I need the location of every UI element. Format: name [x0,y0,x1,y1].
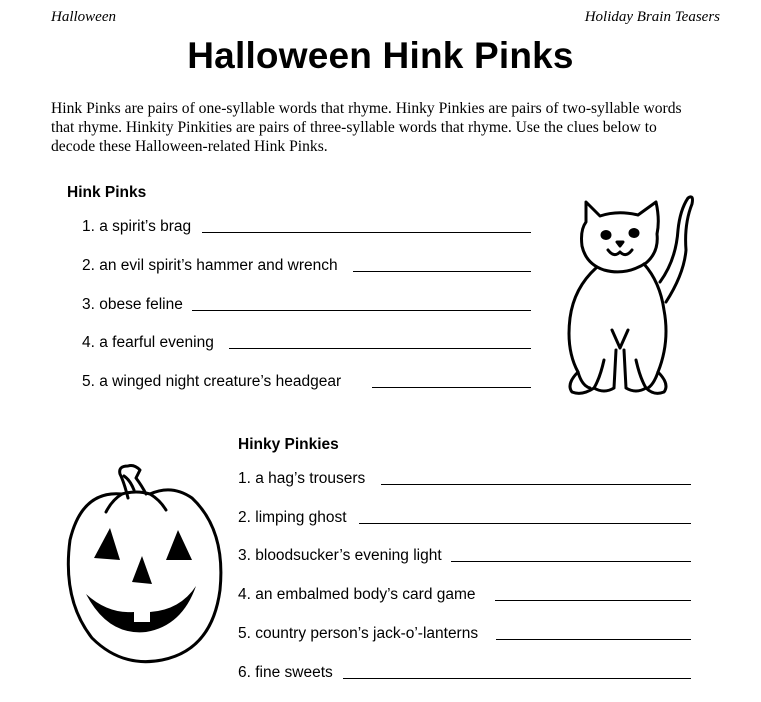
intro-line: Hink Pinks are pairs of one-syllable words that rhyme. Hinky Pinkies are pairs of two-syllable words [51,100,682,117]
cat-illustration-icon [560,190,695,405]
jack-o-lantern-illustration-icon [62,460,227,670]
answer-line[interactable] [202,232,531,233]
hinky-pinkies-heading: Hinky Pinkies [238,436,339,453]
answer-line[interactable] [359,523,691,524]
running-header-right: Holiday Brain Teasers [584,9,720,25]
answer-line[interactable] [353,271,531,272]
list-item [238,585,476,605]
answer-line[interactable] [372,387,531,388]
item-clue: an embalmed body’s card game [255,586,476,603]
running-header-left: Halloween [51,9,116,25]
item-number: 2. [238,509,251,526]
item-number: 6. [238,664,251,681]
item-number: 1. [82,218,95,235]
item-number: 3. [238,547,251,564]
list-item [82,333,214,353]
intro-line: that rhyme. Hinkity Pinkities are pairs of three-syllable words that rhyme. Use the clues below to [51,119,657,136]
item-clue: a hag’s trousers [255,470,366,487]
answer-line[interactable] [229,348,531,349]
item-clue: a spirit’s brag [99,218,192,235]
intro-line: decode these Halloween-related Hink Pinks. [51,138,328,155]
list-item [82,217,191,237]
list-item [82,256,338,276]
item-clue: a fearful evening [99,334,214,351]
item-number: 3. [82,296,95,313]
answer-line[interactable] [451,561,691,562]
list-item [82,372,341,392]
answer-line[interactable] [496,639,691,640]
answer-line[interactable] [343,678,691,679]
intro-paragraph [51,99,741,156]
item-number: 2. [82,257,95,274]
hink-pinks-heading: Hink Pinks [67,184,147,201]
answer-line[interactable] [381,484,691,485]
list-item [238,546,442,566]
list-item [238,508,347,528]
list-item [238,624,478,644]
list-item [238,469,365,489]
item-clue: country person’s jack-o’-lanterns [255,625,479,642]
item-number: 1. [238,470,251,487]
item-clue: limping ghost [255,509,347,526]
answer-line[interactable] [495,600,691,601]
item-number: 5. [82,373,95,390]
item-number: 4. [82,334,95,351]
item-clue: fine sweets [255,664,333,681]
item-clue: a winged night creature’s headgear [99,373,342,390]
answer-line[interactable] [192,310,531,311]
item-number: 5. [238,625,251,642]
list-item [238,663,333,683]
item-clue: bloodsucker’s evening light [255,547,442,564]
page-title: Halloween Hink Pinks [187,35,574,76]
item-clue: an evil spirit’s hammer and wrench [99,257,338,274]
item-clue: obese feline [99,296,183,313]
list-item [82,295,183,315]
item-number: 4. [238,586,251,603]
